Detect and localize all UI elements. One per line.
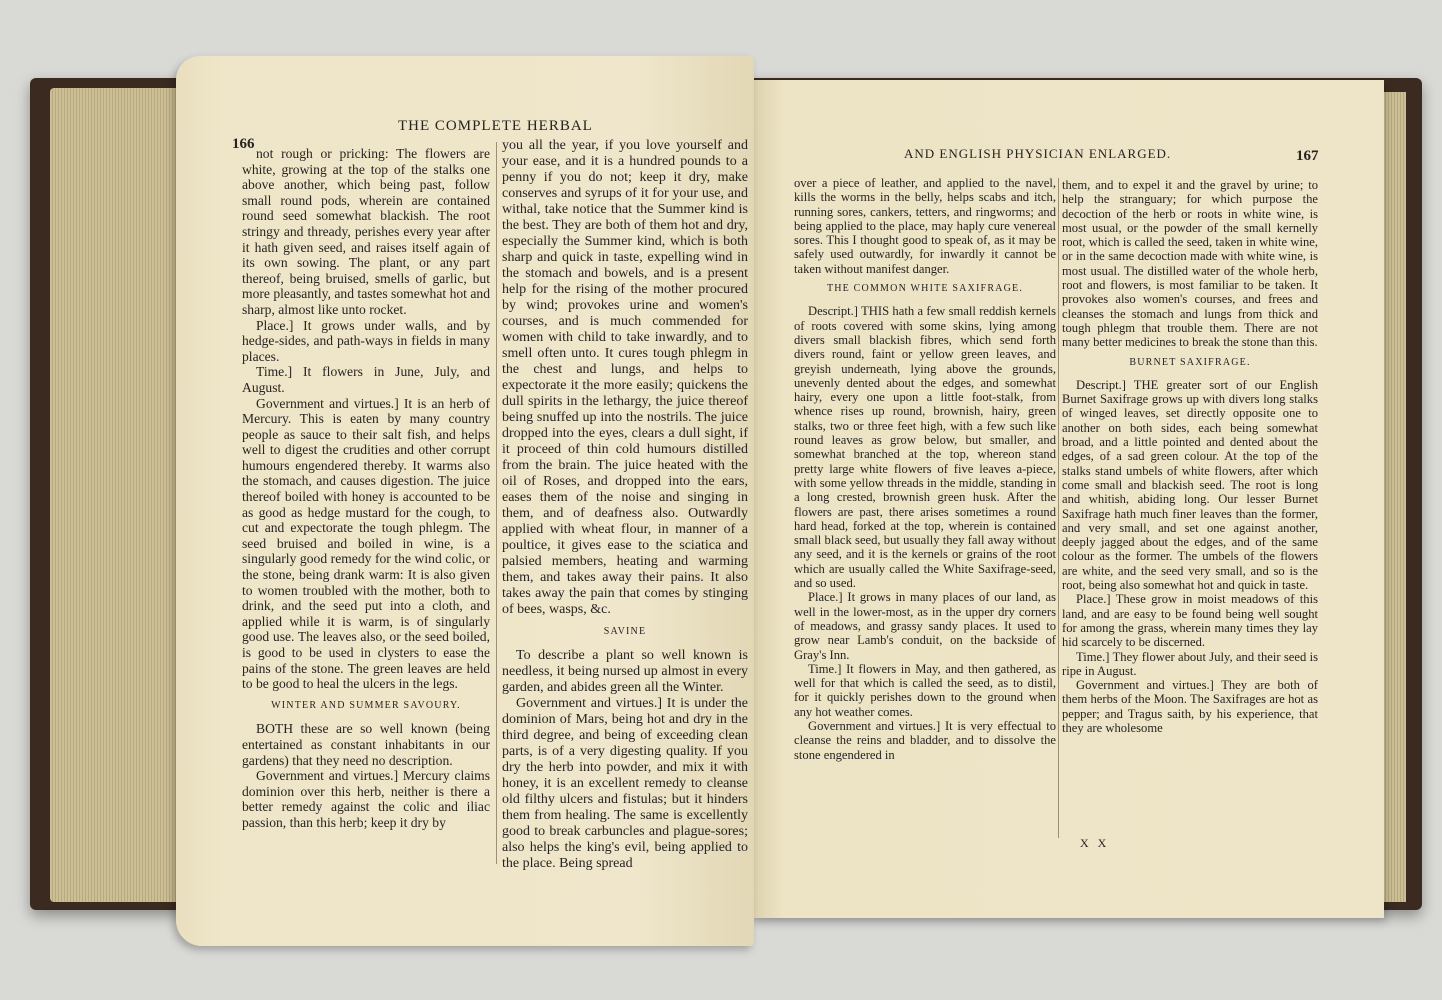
section-heading: BURNET SAXIFRAGE. xyxy=(1129,356,1251,368)
paragraph: Time.] They flower about July, and their seed is ripe in August. xyxy=(1062,649,1318,678)
column-divider xyxy=(496,142,497,864)
paragraph: Government and virtues.] It is an herb of Mercury. This is eaten by many country people as sauce to their salt fish, and helps well to digest the crudities and other corrupt humours engendered thereby. It warms also the stomach, and causes digestion. The juice thereof boiled with honey is accounted to be as good as hedge mustard for the cough, to cut and expectorate the tough phlegm. The seed bruised and boiled in wine, is a singularly good remedy for the wind colic, or the stone, being drank warm: It is also given to women troubled with the mother, both to drink, and the seed put into a cloth, and applied while it is warm, is of singularly good use. The leaves also, or the seed boiled, is good to be used in clysters to ease the pains of the stone. The green leaves are held to be good to heal the ulcers in the legs. xyxy=(242,395,490,692)
text-column-1 xyxy=(242,146,490,831)
running-header: AND ENGLISH PHYSICIAN ENLARGED. xyxy=(904,146,1172,161)
paragraph: To describe a plant so well known is needless, it being nursed up almost in every garden, and abides green all the Winter. xyxy=(502,648,748,695)
paragraph: Time.] It flowers in May, and then gathered, as well for that which is called the seed, as to distil, for it quickly perishes down to the ground when any hot weather comes. xyxy=(794,661,1056,719)
column-divider xyxy=(1058,178,1059,838)
paragraph: Place.] These grow in moist meadows of this land, and are easy to be found being well sought for among the grass, wherein many times they lay hid scarcely to be discerned. xyxy=(1062,592,1318,650)
text-column-2 xyxy=(1062,178,1318,735)
page-number: 166 xyxy=(232,136,255,152)
paragraph: Government and virtues.] They are both of them herbs of the Moon. The Saxifrages are hot as pepper; and Tragus saith, by his experience, that they are wholesome xyxy=(1062,678,1318,735)
paragraph: Descript.] THIS hath a few small reddish kernels of roots covered with some skins, lying among divers small blackish fibres, which send forth divers round, faint or yellow green leaves, and greyish underneath, lying above the grounds, unevenly dented about the edges, and somewhat hairy, every one upon a little foot-stalk, from whence rises up round, brownish, hairy, green stalks, two or three feet high, with a few such like round leaves as grow below, but smaller, and somewhat branched at the top, whereon stand pretty large white flowers of five leaves a-piece, with some yellow threads in the middle, standing in a long crested, brownish green husk. After the flowers are past, there arises sometimes a round hard head, forked at the top, wherein is contained small black seed, but usually they fall away without any seed, and it is the kernels or grains of the root which are usually called the White Saxifrage-seed, and so used. xyxy=(794,304,1056,591)
section-heading: SAVINE xyxy=(603,626,647,637)
paragraph: Place.] It grows under walls, and by hedge-sides, and path-ways in fields in many places. xyxy=(242,317,490,364)
paragraph: Time.] It flowers in June, July, and August. xyxy=(242,364,490,395)
paragraph: Place.] It grows in many places of our land, as well in the lower-most, as in the upper dry corners of meadows, and grassy sandy places. It used to grow near Lamb's conduit, on the backside of Gray's Inn. xyxy=(794,590,1056,662)
page-number: 167 xyxy=(1296,148,1319,164)
signature-mark: X X xyxy=(1080,836,1110,850)
paragraph: them, and to expel it and the gravel by urine; to help the stranguary; for which purpose the decoction of the herb or roots in white wine, is most usual, or the powder of the small kernelly root, which is called the seed, taken in white wine, or in the same decoction made with white wine, is most usual. The distilled water of the whole herb, root and flowers, is most familiar to be taken. It provokes also women's courses, and frees and cleanses the stomach and lungs from thick and tough phlegm that trouble them. There are not many better medicines to break the stone than this. xyxy=(1062,178,1318,350)
paragraph: Government and virtues.] It is under the dominion of Mars, being hot and dry in the third degree, and being of exceeding clean parts, is of a very digesting quality. If you dry the herb into powder, and mix it with honey, it is an excellent remedy to cleanse old filthy ulcers and fistulas; but it hinders them from healing. The same is excellently good to break carbuncles and plague-sores; also helps the king's evil, being applied to the place. Being spread xyxy=(502,696,748,871)
section-heading: THE COMMON WHITE SAXIFRAGE. xyxy=(826,283,1024,295)
paragraph: Descript.] THE greater sort of our English Burnet Saxifrage grows up with divers long stalks of winged leaves, set directly opposite one to another on both sides, each being somewhat broad, and a little pointed and dented about the edges, of a sad green colour. At the top of the stalks stand umbels of white flowers, after which come small and blackish seed. The root is long and whitish, abiding long. Our lesser Burnet Saxifrage hath much finer leaves than the former, and very small, and set one against another, deeply jagged about the edges, and of the same colour as the former. The umbels of the flowers are white, and the seed very small, and so is the root, being also somewhat hot and quick in taste. xyxy=(1062,377,1318,593)
text-column-1 xyxy=(794,176,1056,762)
page-edges-left xyxy=(50,88,180,902)
paragraph: you all the year, if you love yourself and your ease, and it is a hundred pounds to a penny if you do not; keep it dry, make conserves and syrups of it for your use, and withal, take notice that the Summer kind is the best. They are both of them hot and dry, especially the Summer kind, which is both sharp and quick in taste, expelling wind in the stomach and bowels, and is a present help for the rising of the mother procured by wind; provokes urine and women's courses, and is much commended for women with child to take inwardly, and to smell often unto. It cures tough phlegm in the chest and lungs, and helps to expectorate it the more easily; quickens the dull spirits in the lethargy, the juice thereof being snuffed up into the nostrils. The juice dropped into the eyes, clears a dull sight, if it proceed of thin cold humours distilled from the brain. The juice heated with the oil of Roses, and dropped into the ears, eases them of the noise and singing in them, and of deafness also. Outwardly applied with wheat flour, in manner of a poultice, it gives ease to the sciatica and palsied members, heating and warming them, and takes away their pains. It also takes away the pain that comes by stinging of bees, wasps, &c. xyxy=(502,138,748,617)
text-column-2 xyxy=(502,138,748,872)
running-header: THE COMPLETE HERBAL xyxy=(398,118,593,134)
paragraph: Government and virtues.] Mercury claims dominion over this herb, neither is there a better remedy against the colic and iliac passion, than this herb; keep it dry by xyxy=(242,768,490,830)
paragraph: over a piece of leather, and applied to the navel, kills the worms in the belly, helps scabs and itch, running sores, cankers, tetters, and ringworms; and being applied to the place, may haply cure venereal sores. This I thought good to speak of, as it may be safely used outwardly, for inwardly it cannot be taken without manifest danger. xyxy=(794,176,1056,276)
paragraph: BOTH these are so well known (being entertained as constant inhabitants in our gardens) that they need no description. xyxy=(242,721,490,768)
right-page xyxy=(752,80,1384,918)
paragraph: not rough or pricking: The flowers are white, growing at the top of the stalks one above another, which being past, follow small round pods, wherein are contained round seed somewhat blackish. The root stringy and thready, perishes every year after it hath given seed, and raises itself again of its own sowing. The plant, or any part thereof, being bruised, smells of garlic, but more pleasantly, and tastes somewhat hot and sharp, almost like unto rocket. xyxy=(242,146,490,317)
left-page xyxy=(176,56,754,946)
section-heading: WINTER AND SUMMER SAVOURY. xyxy=(271,699,461,711)
paragraph: Government and virtues.] It is very effectual to cleanse the reins and bladder, and to dissolve the stone engendered in xyxy=(794,718,1056,762)
